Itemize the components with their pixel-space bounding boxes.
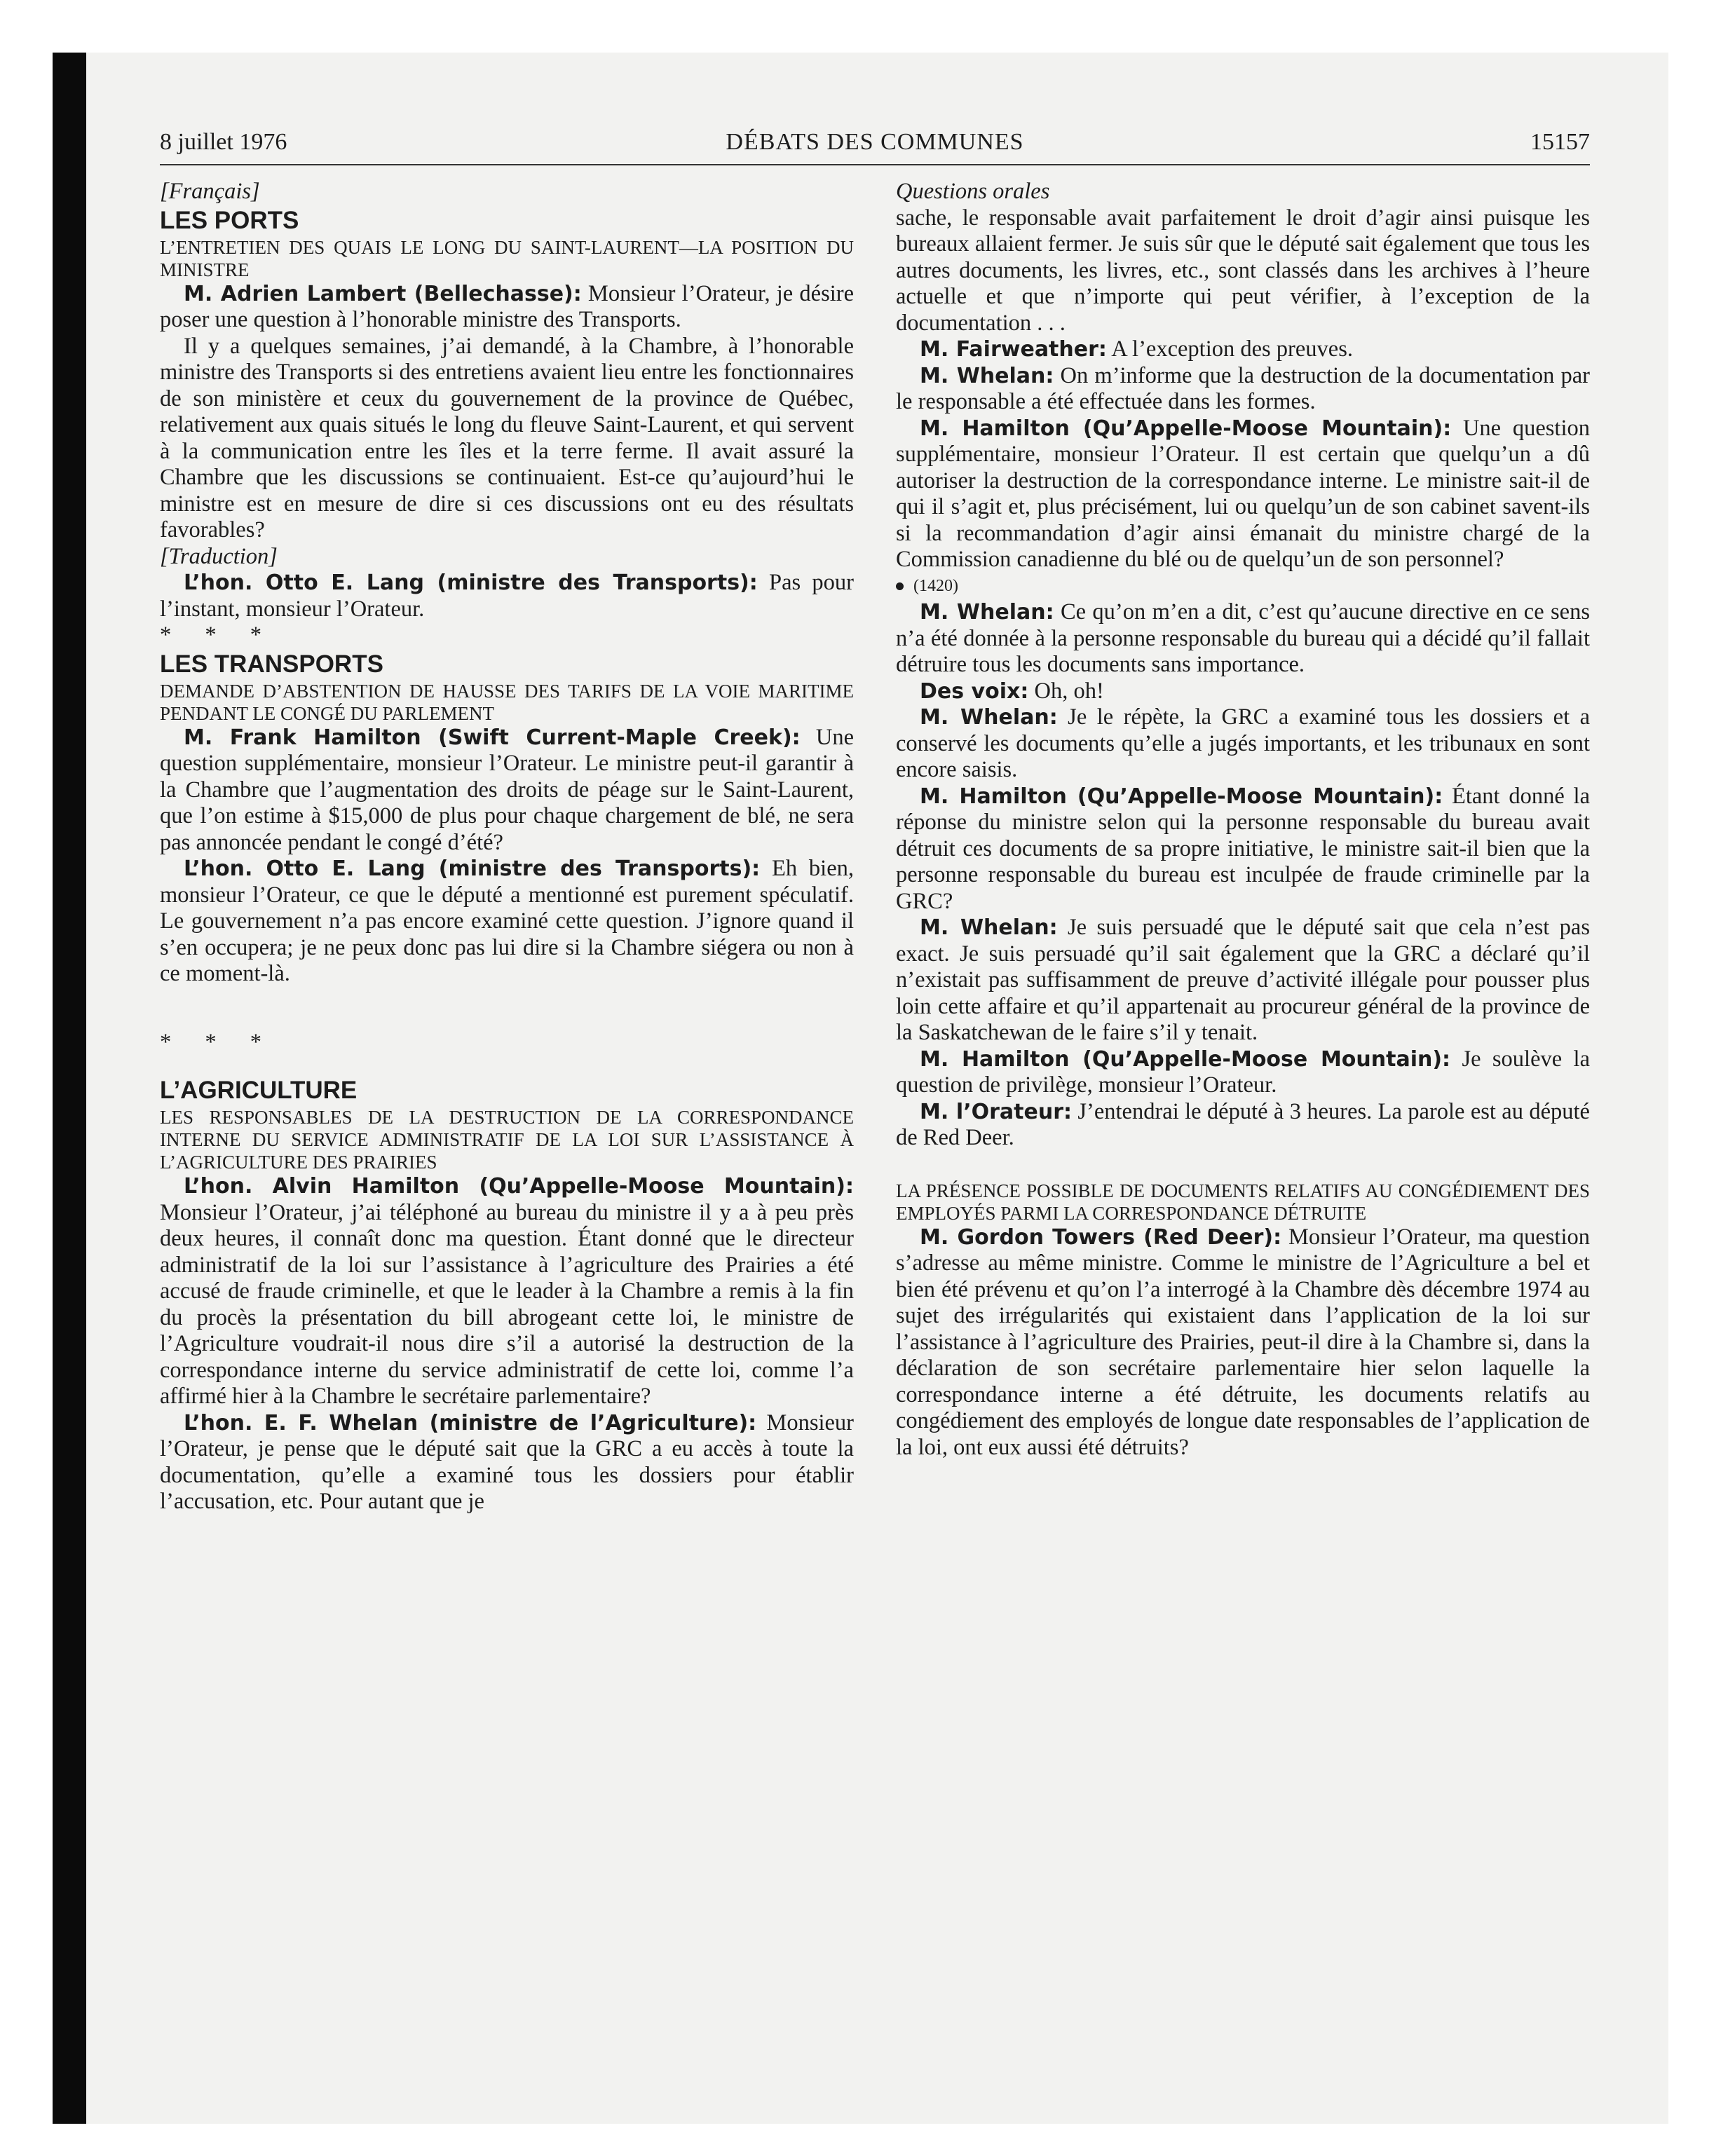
speech-text: Une question supplémentaire, monsieur l’Orateur. Le ministre peut-il garantir à la Chambre que l’augmentation des droits de péage sur le Saint-Laurent, que l’on estime à $15,000 de plus pour chaque chargement de blé, ne sera pas annoncée pendant le congé d’été? bbox=[160, 724, 854, 855]
speaker-name: M. l’Orateur: bbox=[920, 1099, 1072, 1124]
speaker-name: M. Hamilton (Qu’Appelle-Moose Mountain): bbox=[920, 784, 1443, 809]
scan-edge-bar bbox=[53, 53, 86, 2124]
speech-orateur bbox=[896, 1099, 1590, 1152]
speaker-name: L’hon. E. F. Whelan (ministre de l’Agriculture): bbox=[184, 1410, 757, 1435]
speech-text: J’entendrai le député à 3 heures. La parole est au député de Red Deer. bbox=[896, 1098, 1590, 1150]
speech-text: Étant donné la réponse du ministre selon qui la personne responsable du bureau avait détruit ces documents de sa propre initiative, le ministre sait-il bien que la personne responsable du bureau est inculpée de fraude criminelle par la GRC? bbox=[896, 783, 1590, 914]
header-date: 8 juillet 1976 bbox=[160, 129, 287, 155]
speech-alvin-hamilton bbox=[160, 1173, 854, 1410]
subheading-voie-maritime: DEMANDE D’ABSTENTION DE HAUSSE DES TARIFS DE LA VOIE MARITIME PENDANT LE CONGÉ DU PARLEMENT bbox=[160, 680, 854, 724]
section-label: Questions orales bbox=[896, 179, 1050, 204]
time-marker bbox=[896, 573, 1590, 600]
speech-text: Je le répète, la GRC a examiné tous les dossiers et a conservé les documents qu’elle a jugés importants, et les tribunaux en sont encore saisis. bbox=[896, 704, 1590, 782]
speech-fairweather bbox=[896, 336, 1590, 363]
speech-text: On m’informe que la destruction de la documentation par le responsable a été effectuée dans les formes. bbox=[896, 362, 1591, 414]
speech-towers bbox=[896, 1224, 1590, 1461]
speech-text: Je soulève la question de privilège, monsieur l’Orateur. bbox=[896, 1046, 1590, 1098]
speech-text: Monsieur l’Orateur, je pense que le député sait que la GRC a eu accès à toute la documentation, qu’elle a examiné tous les dossiers pour établir l’accusation, etc. Pour autant que je bbox=[160, 1410, 854, 1514]
speaker-name: L’hon. Alvin Hamilton (Qu’Appelle-Moose Mountain): bbox=[184, 1174, 854, 1199]
speaker-name: Des voix: bbox=[920, 678, 1029, 704]
speech-text: Monsieur l’Orateur, j’ai téléphoné au bureau du ministre il y a à peu près deux heures, il connaît donc ma question. Étant donné que le directeur administratif de la loi sur l’assistance à l’agriculture des Prairies a été accusé de fraude criminelle, et que le leader à la Chambre a remis à la fin du procès la présentation du bill abrogeant cette loi, le ministre de l’Agriculture voudrait-il nous dire s’il a autorisé la destruction de la correspondance interne du service administratif de cette loi, comme l’a affirmé hier à la Chambre le secrétaire parlementaire? bbox=[160, 1199, 854, 1409]
speaker-name: L’hon. Otto E. Lang (ministre des Transports): bbox=[184, 857, 761, 881]
speaker-name: M. Whelan: bbox=[920, 600, 1054, 625]
speaker-name: M. Whelan: bbox=[920, 705, 1058, 730]
section-separator: * * * bbox=[160, 622, 275, 648]
speech-text: Eh bien, monsieur l’Orateur, ce que le député a mentionné est purement spéculatif. Le gouvernement n’a pas encore examiné cette question. J’ignore quand il s’en occupera; je ne peux donc pas lui dire si la Chambre siégera ou non à ce moment-là. bbox=[160, 856, 854, 986]
speech-text: Monsieur l’Orateur, je désire poser une question à l’honorable ministre des Transports. bbox=[160, 280, 854, 332]
speech-whelan bbox=[896, 915, 1590, 1046]
subheading-quais: L’ENTRETIEN DES QUAIS LE LONG DU SAINT-LAURENT—LA POSITION DU MINISTRE bbox=[160, 236, 854, 280]
section-separator: * * * bbox=[160, 1029, 275, 1055]
speech-lambert-cont: Il y a quelques semaines, j’ai demandé, à la Chambre, à l’honorable ministre des Transports si des entretiens avaient lieu entre les fonctionnaires de son ministère et ceux du gouvernement de la province de Québec, relativement aux quais situés le long du fleuve Saint-Laurent, et qui servent à la communication entre les îles et la terre ferme. Il avait assuré la Chambre que les discussions se continuaient. Est-ce qu’aujourd’hui le ministre est en mesure de dire si ces discussions ont eu des résultats favorables? bbox=[160, 333, 854, 543]
speaker-name: M. Whelan: bbox=[920, 363, 1054, 388]
speech-hamilton bbox=[896, 1046, 1590, 1099]
section-heading-ports: LES PORTS bbox=[160, 206, 299, 234]
speaker-name: M. Hamilton (Qu’Appelle-Moose Mountain): bbox=[920, 1046, 1451, 1072]
language-tag: [Français] bbox=[160, 179, 260, 204]
speech-hamilton bbox=[896, 416, 1590, 573]
speech-text: Une question supplémentaire, monsieur l’Orateur. Il est certain que quelqu’un a dû autoriser la destruction de la correspondance interne. Le ministre sait-il de qui il s’agit et, plus précisément, lui ou quelqu’un de son cabinet savent-ils si la recommandation d’agir ainsi émanait du ministre chargé de la Commission canadienne du blé ou de quelqu’un de son personnel? bbox=[896, 415, 1590, 572]
speech-text: Je suis persuadé que le député sait que cela n’est pas exact. Je suis persuadé qu’il sait également que la GRC a déclaré qu’il n’existait pas suffisamment de preuve d’activité illégale pour pousser plus loin cette affaire et qu’il appartenait au procureur général de la province de la Saskatchewan de le faire s’il y tenait. bbox=[896, 915, 1590, 1045]
speech-text: A l’exception des preuves. bbox=[1106, 336, 1353, 362]
bullet-icon bbox=[896, 582, 904, 590]
header-page-number: 15157 bbox=[1530, 129, 1590, 155]
speech-whelan bbox=[896, 704, 1590, 784]
speech-whelan bbox=[160, 1410, 854, 1515]
running-header bbox=[160, 125, 1590, 165]
speech-lambert bbox=[160, 281, 854, 334]
subheading-destruction: LES RESPONSABLES DE LA DESTRUCTION DE LA CORRESPONDANCE INTERNE DU SERVICE ADMINISTRATIF DE LA LOI SUR L’ASSISTANCE À L’AGRICULTURE DES PRAIRIES bbox=[160, 1107, 854, 1173]
speech-lang-2 bbox=[160, 856, 854, 988]
speaker-name: M. Hamilton (Qu’Appelle-Moose Mountain): bbox=[920, 416, 1452, 441]
speech-text: Pas pour l’instant, monsieur l’Orateur. bbox=[160, 570, 854, 622]
right-column bbox=[896, 179, 1590, 1461]
time-marker-text: (1420) bbox=[913, 576, 958, 595]
speech-whelan bbox=[896, 363, 1590, 416]
spacer bbox=[896, 1152, 1590, 1180]
speech-whelan bbox=[896, 599, 1590, 678]
section-heading-transports: LES TRANSPORTS bbox=[160, 650, 383, 678]
speech-lang bbox=[160, 570, 854, 622]
header-title: DÉBATS DES COMMUNES bbox=[726, 129, 1024, 155]
language-tag: [Traduction] bbox=[160, 543, 278, 569]
speaker-name: M. Gordon Towers (Red Deer): bbox=[920, 1224, 1282, 1250]
speaker-name: L’hon. Otto E. Lang (ministre des Transports): bbox=[184, 571, 758, 595]
speaker-name: M. Adrien Lambert (Bellechasse): bbox=[184, 281, 582, 306]
speaker-name: M. Fairweather: bbox=[920, 337, 1107, 362]
left-column bbox=[160, 179, 854, 1515]
speech-whelan-cont: sache, le responsable avait parfaitement le droit d’agir ainsi puisque les bureaux allaient fermer. Je suis sûr que le député sait également que tous les autres documents, les livres, etc., sont classés dans les archives à l’heure actuelle et que n’importe qui peut vérifier, à l’exception de la documentation . . . bbox=[896, 205, 1590, 336]
speech-hamilton bbox=[896, 784, 1590, 915]
section-heading-agriculture: L’AGRICULTURE bbox=[160, 1077, 358, 1104]
speech-frank-hamilton bbox=[160, 725, 854, 857]
speech-des-voix bbox=[896, 678, 1590, 705]
speech-text: Monsieur l’Orateur, ma question s’adresse au même ministre. Comme le ministre de l’Agriculture a bel et bien été prévenu et qu’on l’a interrogé à la Chambre dès décembre 1974 au sujet des irrégularités qui existaient dans l’application de la loi sur l’assistance à l’agriculture des Prairies, peut-il dire à la Chambre si, dans la déclaration de son secrétaire parlementaire hier selon laquelle la correspondance interne a été détruite, les documents relatifs au congédiement des employés de longue date responsables de l’application de la loi, ont eux aussi été détruits? bbox=[896, 1224, 1590, 1460]
speaker-name: M. Frank Hamilton (Swift Current-Maple Creek): bbox=[184, 725, 801, 750]
speech-text: Oh, oh! bbox=[1028, 678, 1104, 704]
speech-text: Ce qu’on m’en a dit, c’est qu’aucune directive en ce sens n’a été donnée à la personne responsable du bureau qui a décidé qu’il fallait détruire tous les documents sans importance. bbox=[896, 599, 1590, 677]
speaker-name: M. Whelan: bbox=[920, 915, 1058, 940]
subheading-congediement: LA PRÉSENCE POSSIBLE DE DOCUMENTS RELATIFS AU CONGÉDIEMENT DES EMPLOYÉS PARMI LA CORRESPONDANCE DÉTRUITE bbox=[896, 1180, 1590, 1224]
